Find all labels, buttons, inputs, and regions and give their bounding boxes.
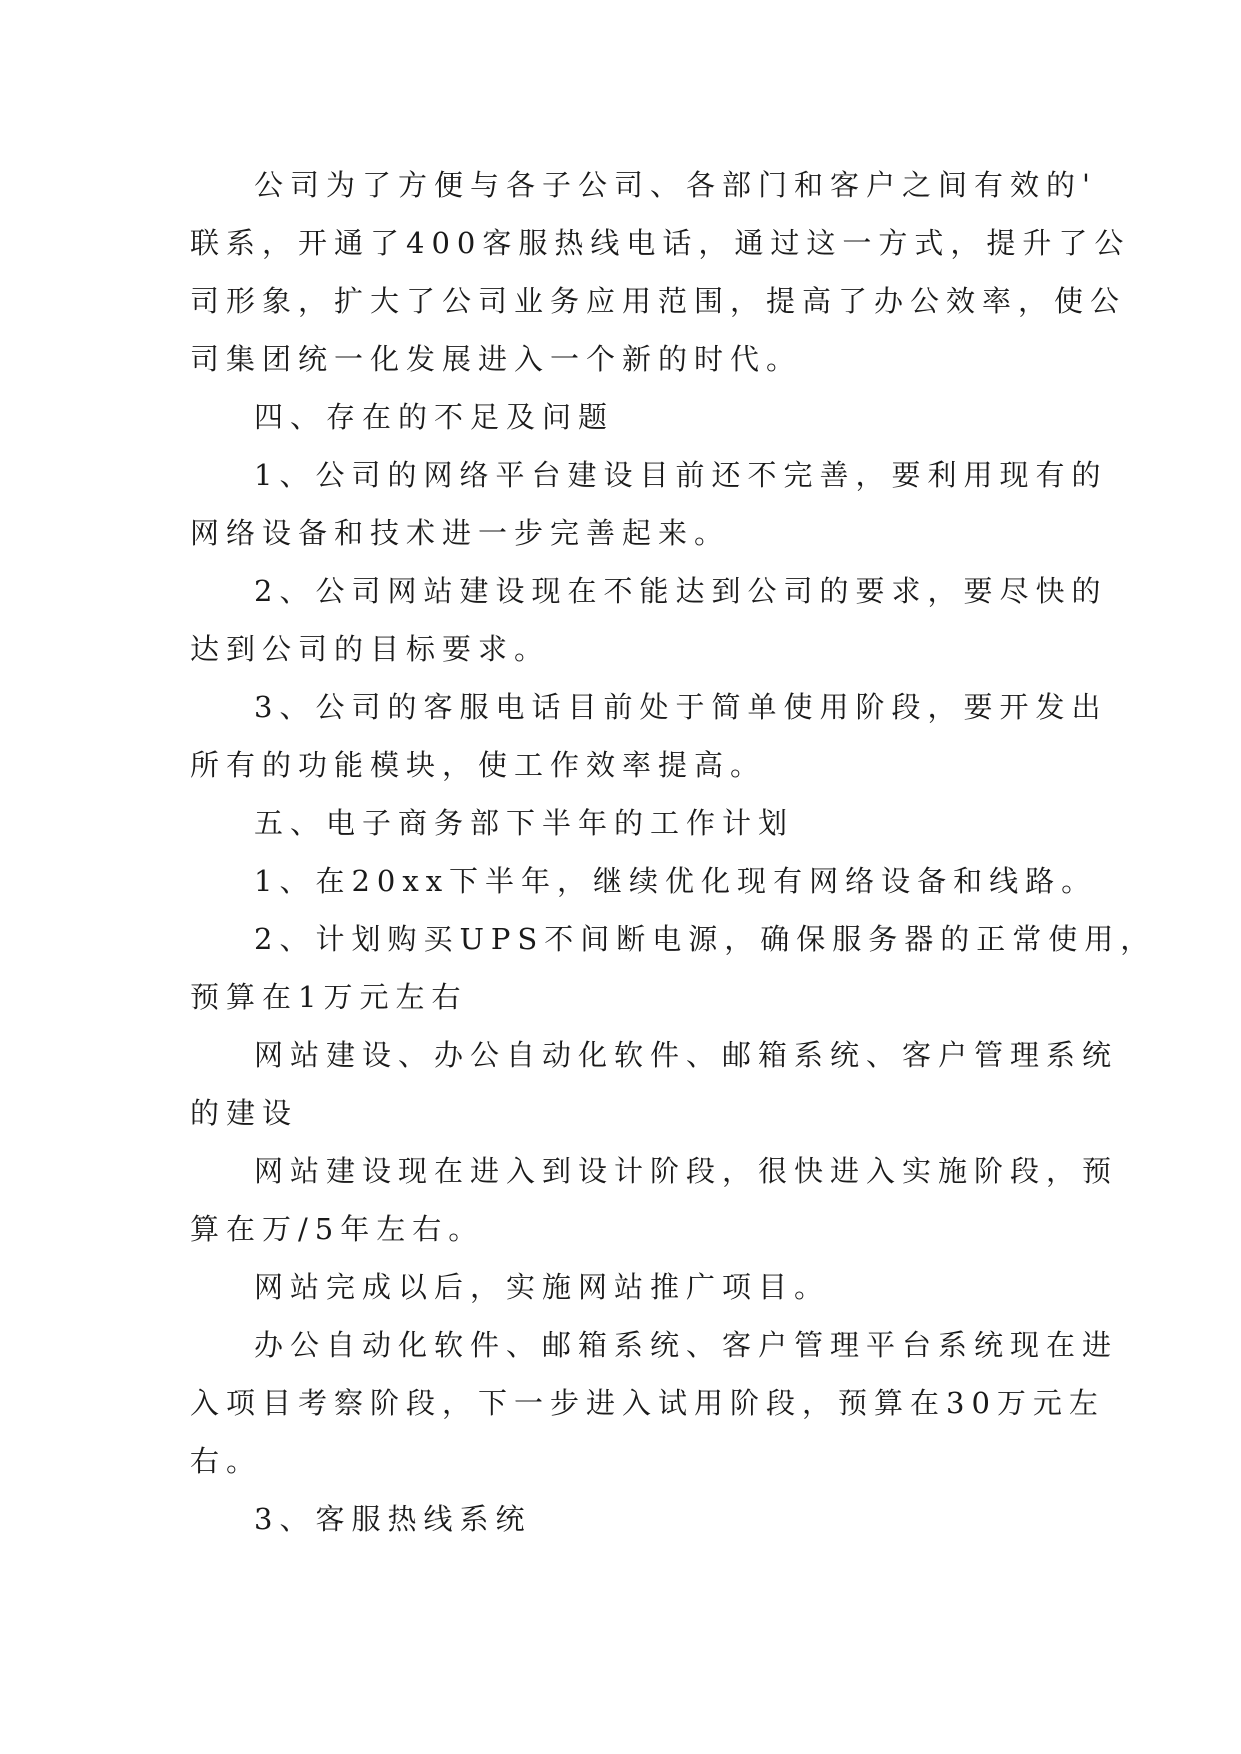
text-line: 网站建设现在进入到设计阶段，很快进入实施阶段，预 [254,1154,1119,1188]
text-line: 右。 [190,1444,263,1478]
text-line: 2、公司网站建设现在不能达到公司的要求，要尽快的 [254,574,1108,608]
text-line: 网络设备和技术进一步完善起来。 [190,516,731,550]
text-line: 3、公司的客服电话目前处于简单使用阶段，要开发出 [254,690,1108,724]
document-body [190,156,1157,1548]
text-line: 预算在1万元左右 [190,980,468,1014]
text-line: 司形象，扩大了公司业务应用范围，提高了办公效率，使公 [190,284,1127,318]
text-line: 网站完成以后，实施网站推广项目。 [254,1270,831,1304]
text-line: 入项目考察阶段，下一步进入试用阶段，预算在30万元左 [190,1386,1105,1420]
text-line: 3、客服热线系统 [254,1502,532,1536]
text-line: 司集团统一化发展进入一个新的时代。 [190,342,803,376]
text-line: 的建设 [190,1096,299,1130]
text-line: 公司为了方便与各子公司、各部门和客户之间有效的' [254,168,1097,202]
text-line: 联系，开通了400客服热线电话，通过这一方式，提升了公 [190,226,1131,260]
text-line: 算在万/5年左右。 [190,1212,485,1246]
text-line: 办公自动化软件、邮箱系统、客户管理平台系统现在进 [254,1328,1119,1362]
text-line: 2、计划购买UPS不间断电源，确保服务器的正常使用， [254,922,1157,956]
section-heading: 四、存在的不足及问题 [254,400,615,434]
text-line: 达到公司的目标要求。 [190,632,551,666]
text-line: 1、在20xx下半年，继续优化现有网络设备和线路。 [254,864,1098,898]
section-heading: 五、电子商务部下半年的工作计划 [254,806,795,840]
text-line: 1、公司的网络平台建设目前还不完善，要利用现有的 [254,458,1108,492]
text-line: 网站建设、办公自动化软件、邮箱系统、客户管理系统 [254,1038,1119,1072]
text-line: 所有的功能模块，使工作效率提高。 [190,748,767,782]
